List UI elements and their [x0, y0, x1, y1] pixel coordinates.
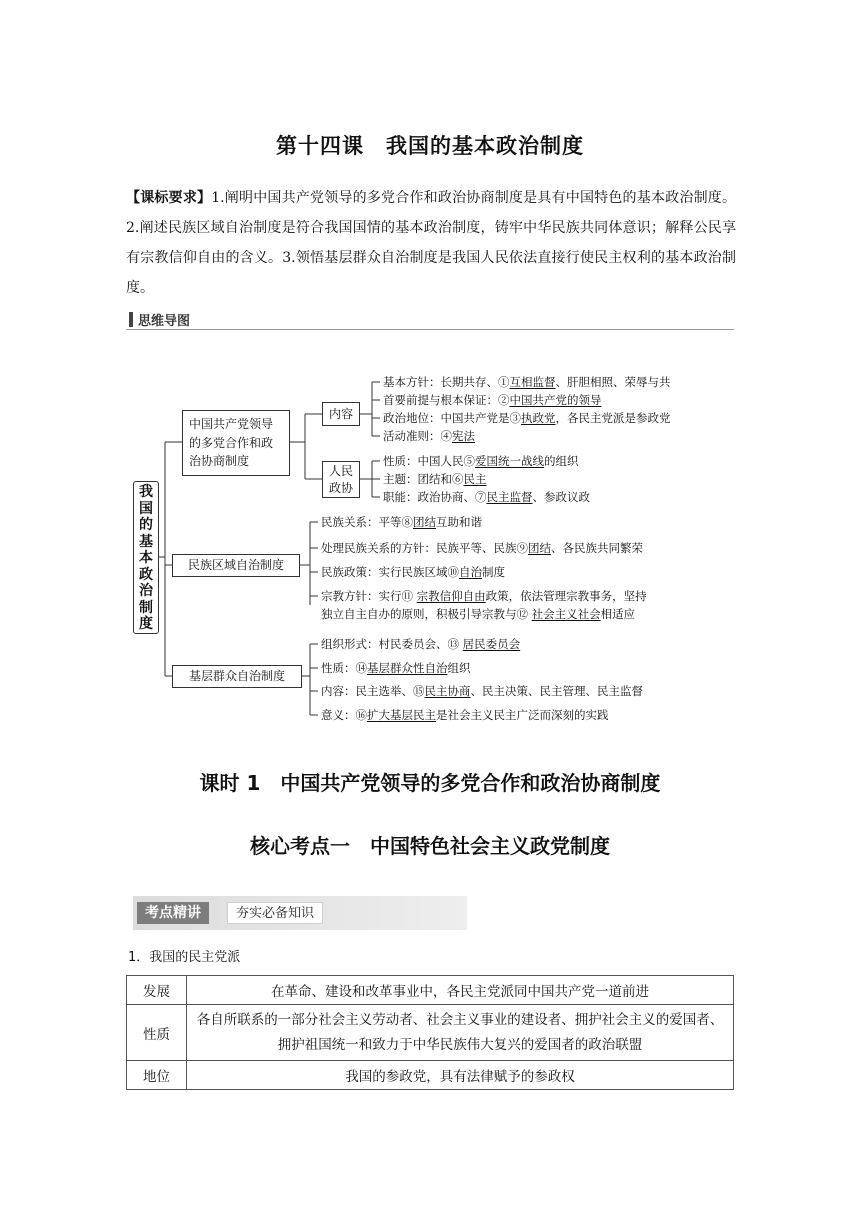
leaf-basic-policy: 基本方针：长期共存、①互相监督、肝胆相照、荣辱与共 [383, 375, 671, 389]
curriculum-label: 【课标要求】 [126, 190, 212, 206]
table-key: 性质 [127, 1005, 187, 1061]
table-row [127, 976, 734, 1005]
table-row [127, 1061, 734, 1090]
leaf-religion-policy-cont: 独立自主自办的原则，积极引导宗教与⑫ 社会主义社会相适应 [321, 607, 636, 621]
mindmap-heading-text: 思维导图 [138, 314, 191, 329]
leaf-cppcc-function: 职能：政治协商、⑦民主监督、参政议政 [383, 490, 590, 504]
table-value: 我国的参政党，具有法律赋予的参政权 [187, 1061, 734, 1090]
leaf-premise: 首要前提与根本保证：②中国共产党的领导 [383, 393, 602, 407]
table-key: 发展 [127, 976, 187, 1005]
leaf-grassroots-nature: 性质：⑭基层群众性自治组织 [321, 661, 471, 675]
democratic-parties-table [126, 975, 734, 1090]
leaf-cppcc-nature: 性质：中国人民⑤爱国统一战线的组织 [383, 454, 579, 468]
leaf-ethnic-guideline: 处理民族关系的方针：民族平等、民族⑨团结、各民族共同繁荣 [321, 541, 643, 555]
table-value: 各自所联系的一部分社会主义劳动者、社会主义事业的建设者、拥护社会主义的爱国者、拥护祖国统一和致力于中华民族伟大复兴的爱国者的政治联盟 [187, 1005, 734, 1061]
branch-grassroots-autonomy: 基层群众自治制度 [172, 665, 302, 688]
leaf-religion-policy: 宗教方针：实行⑪ 宗教信仰自由政策，依法管理宗教事务，坚持 [321, 589, 647, 603]
class-title: 课时 1 中国共产党领导的多党合作和政治协商制度 [199, 771, 661, 795]
banner-tag: 考点精讲 [137, 902, 209, 924]
banner-subtitle: 夯实必备知识 [227, 902, 323, 924]
lesson-title: 第十四课 我国的基本政治制度 [276, 134, 584, 158]
branch-multiparty-cooperation: 中国共产党领导的多党合作和政治协商制度 [182, 410, 290, 476]
leaf-cppcc-theme: 主题：团结和⑥民主 [383, 472, 487, 486]
node-neirong: 内容 [322, 402, 360, 426]
leaf-ethnic-policy: 民族政策：实行民族区域⑩自治制度 [321, 565, 505, 579]
branch-ethnic-autonomy: 民族区域自治制度 [172, 554, 300, 577]
mindmap-root: 我国的基本政治制度 [133, 481, 159, 634]
leaf-activity-rule: 活动准则：④宪法 [383, 429, 475, 443]
leaf-grassroots-form: 组织形式：村民委员会、⑬ 居民委员会 [321, 637, 521, 651]
leaf-ethnic-relations: 民族关系：平等⑧团结互助和谐 [321, 515, 482, 529]
node-renmin-zhengxie: 人民政协 [322, 461, 360, 498]
table-row [127, 1005, 734, 1061]
curriculum-text: 1.阐明中国共产党领导的多党合作和政治协商制度是具有中国特色的基本政治制度。2.阐述民族区域自治制度是符合我国国情的基本政治制度，铸牢中华民族共同体意识；解释公民享有宗教信仰自由的含义。3.领悟基层群众自治制度是我国人民依法直接行使民主权利的基本政治制度。 [126, 190, 736, 296]
table-key: 地位 [127, 1061, 187, 1090]
section-heading: 1．我国的民主党派 [128, 950, 241, 965]
section-banner [133, 896, 467, 930]
table-value: 在革命、建设和改革事业中，各民主党派同中国共产党一道前进 [187, 976, 734, 1005]
leaf-political-status: 政治地位：中国共产党是③执政党，各民主党派是参政党 [383, 411, 671, 425]
leaf-grassroots-significance: 意义：⑯扩大基层民主是社会主义民主广泛而深刻的实践 [321, 708, 609, 722]
core-point-title: 核心考点一 中国特色社会主义政党制度 [250, 834, 610, 858]
leaf-grassroots-content: 内容：民主选举、⑮民主协商、民主决策、民主管理、民主监督 [321, 684, 643, 698]
